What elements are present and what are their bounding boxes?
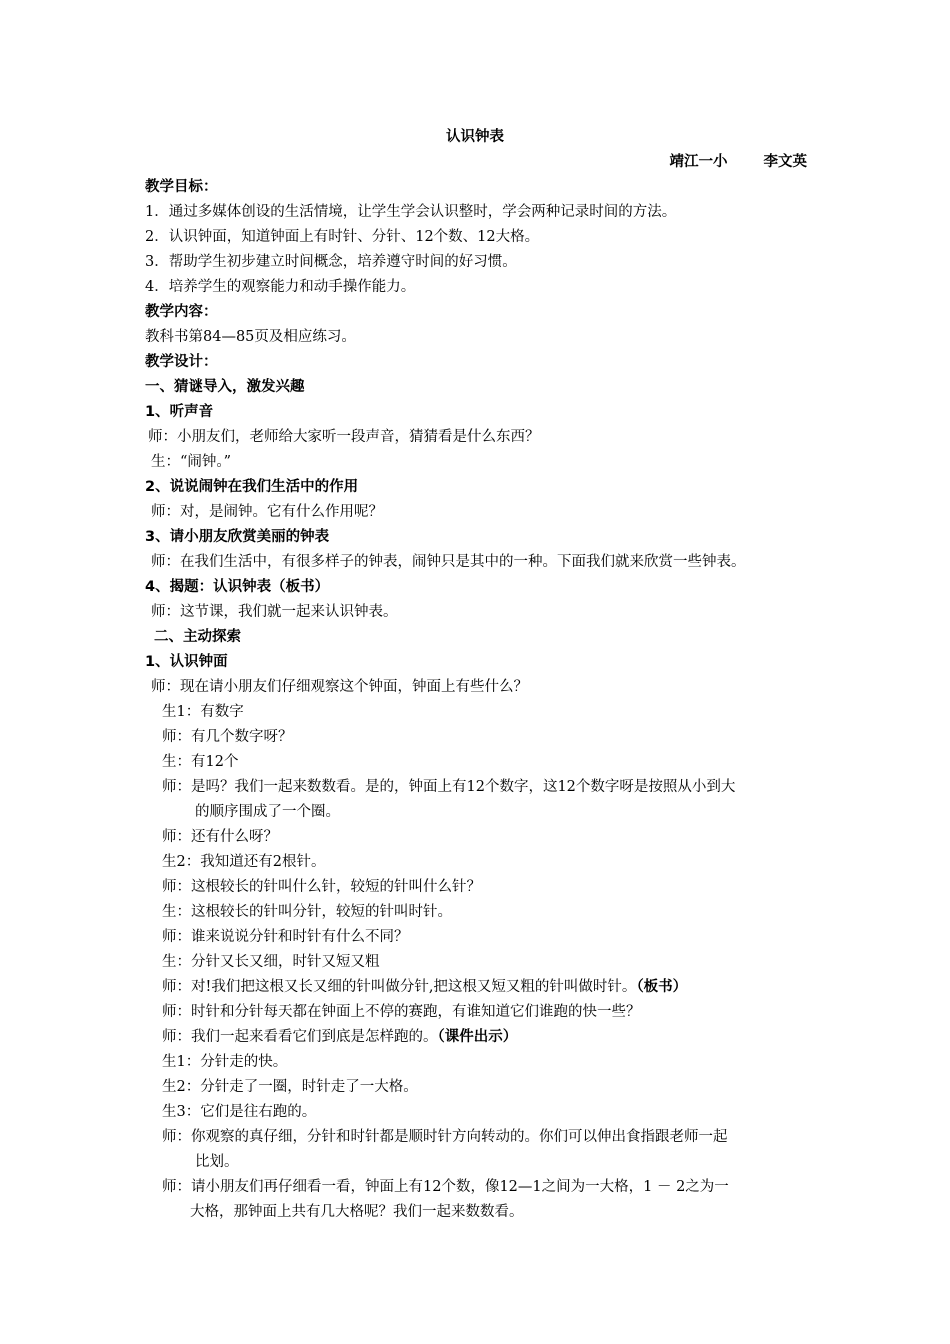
line-text: 师：请小朋友们再仔细看一看，钟面上有12个数，像12—1之间为一大格，1 － 2之为一 [162,1179,729,1195]
section-heading [145,377,305,397]
text-line [162,1127,728,1147]
section-heading [154,627,241,647]
text-line [162,1052,287,1072]
line-text: 师：谁来说说分针和时针有什么不同？ [162,929,409,945]
line-text: 生1：分针走的快。 [162,1054,288,1070]
line-text: 师：我们一起来看看它们到底是怎样跑的。 [162,1029,438,1045]
author-school: 靖江一小 [669,154,728,170]
line-text: 生1：有数字 [162,704,244,720]
section-heading [145,352,218,372]
section-heading [145,527,329,547]
text-line [148,427,540,447]
text-line [162,727,293,747]
text-line [162,877,481,897]
text-line [162,702,244,722]
line-text: 师：是吗？我们一起来数数看。是的，钟面上有12个数字，这12个数字呀是按照从小到大 [162,779,736,795]
text-line [162,777,735,797]
line-text: 师：现在请小朋友们仔细观察这个钟面，钟面上有些什么？ [151,679,528,695]
line-text: 大格，那钟面上共有几大格呢？我们一起来数数看。 [190,1204,524,1220]
line-text: 1、认识钟面 [145,654,228,670]
line-text: 师：在我们生活中，有很多样子的钟表，闹钟只是其中的一种。下面我们就来欣赏一些钟表。 [151,554,746,570]
line-text: 教学目标： [145,179,218,195]
section-heading [145,177,218,197]
line-text: 生2：我知道还有2根针。 [162,854,326,870]
section-heading [145,477,358,497]
line-text: 生2：分针走了一圈，时针走了一大格。 [162,1079,418,1095]
text-line [151,677,528,697]
doc-title: 认识钟表 [446,129,504,145]
line-text: 生3：它们是往右跑的。 [162,1104,317,1120]
line-text: 2、说说闹钟在我们生活中的作用 [145,479,359,495]
section-heading [145,652,228,672]
line-text: 3．帮助学生初步建立时间概念，培养遵守时间的好习惯。 [145,254,517,270]
section-heading [145,302,218,322]
text-line [162,752,238,772]
line-text: 师：时针和分针每天都在钟面上不停的赛跑，有谁知道它们谁跑的快一些？ [162,1004,641,1020]
section-heading [145,402,213,422]
line-text: 生：分针又长又细，时针又短又粗 [162,954,380,970]
line-text: 生：这根较长的针叫分针，较短的针叫时针。 [162,904,452,920]
line-text: 二、主动探索 [154,629,241,645]
text-line [151,502,383,522]
text-line [162,1102,316,1122]
text-line [162,852,325,872]
line-text: 1、听声音 [145,404,214,420]
text-line [162,952,380,972]
line-text: 比划。 [195,1154,239,1170]
text-line [145,227,539,247]
text-line [162,902,452,922]
author-name: 李文英 [763,154,807,170]
line-emphasis: （板书） [636,979,688,995]
text-line [151,452,231,472]
text-line [145,252,517,272]
text-line [162,1002,641,1022]
text-line [162,1177,729,1197]
text-line [162,1077,418,1097]
line-text: 4．培养学生的观察能力和动手操作能力。 [145,279,416,295]
line-text: 生：有12个 [162,754,239,770]
text-line [162,827,278,847]
line-text: 师：还有什么呀？ [162,829,278,845]
line-text: 师：你观察的真仔细，分针和时针都是顺时针方向转动的。你们可以伸出食指跟老师一起 [162,1129,728,1145]
line-text: 的顺序围成了一个圈。 [195,804,340,820]
doc-author [670,152,808,172]
line-text: 师：这节课，我们就一起来认识钟表。 [151,604,398,620]
text-line [145,202,676,222]
line-text: 教科书第84—85页及相应练习。 [145,329,356,345]
text-line [195,802,340,822]
line-text: 师：对，是闹钟。它有什么作用呢？ [151,504,383,520]
line-emphasis: （课件出示） [437,1029,518,1045]
line-text: 教学设计： [145,354,218,370]
line-text: 师：这根较长的针叫什么针，较短的针叫什么针？ [162,879,481,895]
text-line [145,277,415,297]
line-text: 1．通过多媒体创设的生活情境，让学生学会认识整时，学会两种记录时间的方法。 [145,204,677,220]
text-line [145,327,356,347]
section-heading [145,577,329,597]
line-text: 师：有几个数字呀？ [162,729,293,745]
line-text: 教学内容： [145,304,218,320]
text-line [195,1152,239,1172]
text-line [162,927,409,947]
line-text: 3、请小朋友欣赏美丽的钟表 [145,529,330,545]
line-text: 一、猜谜导入，激发兴趣 [145,379,305,395]
line-text: 师：小朋友们，老师给大家听一段声音，猜猜看是什么东西？ [148,429,540,445]
line-text: 师：对!我们把这根又长又细的针叫做分针,把这根又短又粗的针叫做时针。 [162,979,637,995]
text-line [162,1027,517,1047]
line-text: 生：“闹钟。” [151,454,232,470]
text-line [151,552,746,572]
text-line [151,602,398,622]
line-text: 4、揭题：认识钟表（板书） [145,579,330,595]
text-line [190,1202,524,1222]
text-line [162,977,687,997]
line-text: 2．认识钟面，知道钟面上有时针、分针、12个数、12大格。 [145,229,540,245]
